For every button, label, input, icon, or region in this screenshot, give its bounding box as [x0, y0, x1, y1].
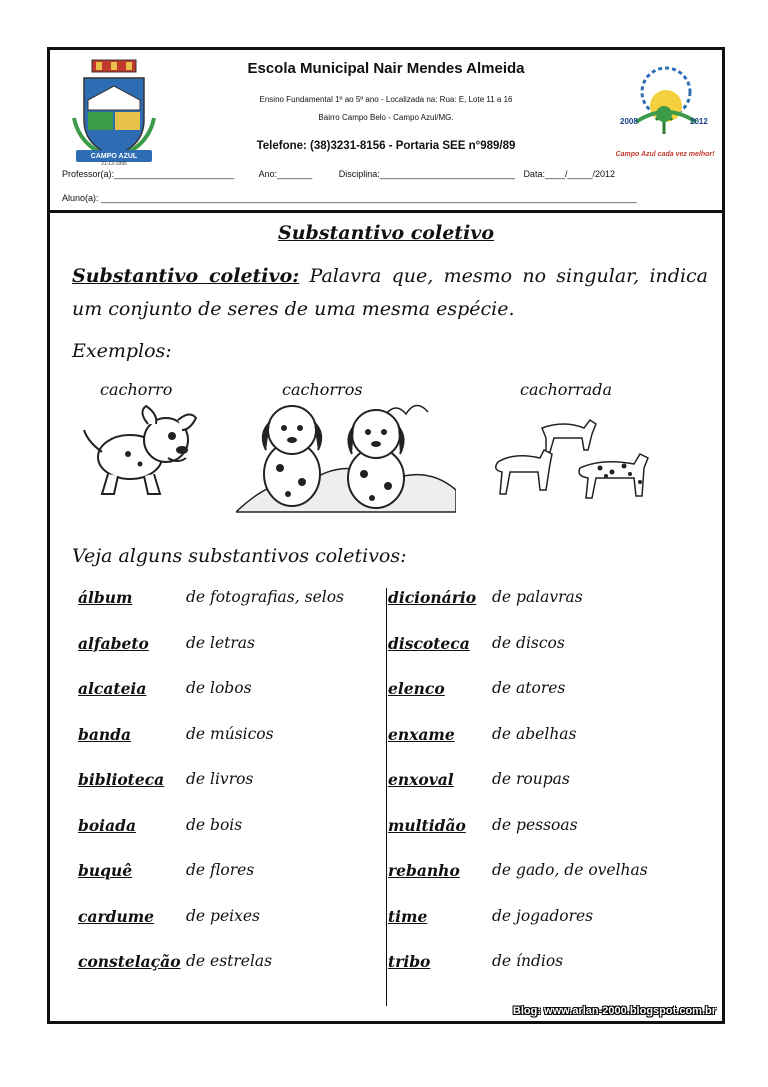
table-row — [78, 679, 718, 725]
form-row-professor — [62, 169, 615, 179]
worksheet-header — [50, 50, 722, 213]
form-row-aluno — [62, 193, 637, 203]
data-field[interactable]: Data:____/_____/2012 — [523, 169, 616, 179]
two-dalmatians-illustration — [236, 394, 456, 514]
logo-year-end: 2012 — [690, 117, 708, 126]
meaning-right: de abelhas — [492, 724, 577, 743]
term-right: enxoval — [388, 770, 454, 789]
examples-label: Exemplos: — [72, 340, 172, 362]
logo-year-start: 2008 — [620, 117, 638, 126]
meaning-left: de livros — [186, 770, 254, 788]
table-row — [78, 907, 718, 953]
meaning-left: de peixes — [186, 906, 260, 925]
table-row — [78, 861, 718, 907]
example-label-cachorros: cachorros — [282, 380, 363, 399]
example-label-cachorro: cachorro — [100, 380, 173, 399]
term-right: multidão — [388, 815, 466, 835]
disciplina-field[interactable]: Disciplina:___________________________ — [338, 169, 515, 179]
meaning-left: de músicos — [186, 724, 274, 743]
aluno-field[interactable]: Aluno(a): ___________________________________________________________________________________________________________ — [62, 193, 637, 203]
table-row — [78, 816, 718, 862]
professor-field[interactable]: Professor(a):________________________ — [62, 169, 235, 179]
meaning-left: de letras — [186, 633, 255, 652]
term-left: buquê — [78, 861, 133, 880]
blog-footer: Blog: www.arlan-2000.blogspot.com.br — [512, 1005, 716, 1017]
meaning-right: de índios — [492, 952, 564, 970]
logo-left-text: CAMPO AZUL — [90, 153, 138, 160]
meaning-right: de gado, de ovelhas — [492, 861, 648, 879]
see-collective-nouns-label: Veja alguns substantivos coletivos: — [72, 545, 407, 567]
logo-slogan: Campo Azul cada vez melhor! — [615, 151, 715, 158]
column-divider — [386, 588, 387, 1006]
collective-nouns-table — [78, 588, 718, 998]
meaning-right: de jogadores — [492, 906, 594, 925]
term-left: biblioteca — [78, 770, 165, 789]
term-right: enxame — [388, 724, 455, 744]
term-right: rebanho — [388, 861, 460, 880]
lesson-title: Substantivo coletivo — [278, 222, 494, 244]
term-right: tribo — [388, 952, 431, 971]
term-left: banda — [78, 724, 132, 744]
table-row — [78, 588, 718, 634]
school-name: Escola Municipal Nair Mendes Almeida — [247, 60, 525, 77]
term-right: time — [388, 906, 428, 926]
term-left: álbum — [78, 588, 133, 607]
meaning-left: de estrelas — [186, 952, 273, 970]
definition-term: Substantivo coletivo: — [72, 265, 300, 287]
table-row — [78, 725, 718, 771]
ano-field[interactable]: Ano:_______ — [258, 169, 313, 179]
meaning-left: de lobos — [186, 679, 252, 697]
term-right: dicionário — [388, 588, 477, 607]
table-row — [78, 634, 718, 680]
school-level-address: Ensino Fundamental 1º ao 5º ano - Localizada na: Rua: E, Lote 11 a 16 — [259, 95, 513, 104]
school-neighborhood: Bairro Campo Belo - Campo Azul/MG. — [318, 113, 454, 122]
term-left: constelação — [78, 952, 181, 971]
table-row — [78, 952, 718, 998]
meaning-right: de palavras — [492, 588, 583, 606]
meaning-right: de roupas — [492, 770, 570, 788]
worksheet-frame — [47, 47, 725, 1024]
meaning-right: de atores — [492, 679, 566, 697]
term-left: boiada — [78, 815, 136, 835]
campo-azul-administration-logo — [606, 62, 724, 160]
table-row — [78, 770, 718, 816]
definition-text: Palavra que, mesmo no singular, indica um conjunto de seres de uma mesma espécie. — [72, 265, 708, 320]
meaning-right: de pessoas — [492, 815, 578, 834]
definition-paragraph — [72, 260, 708, 326]
term-right: discoteca — [388, 633, 470, 653]
term-left: alcateia — [78, 679, 147, 698]
meaning-left: de flores — [186, 861, 255, 879]
three-dogs-illustration — [484, 402, 654, 506]
example-label-cachorrada: cachorrada — [520, 380, 613, 399]
logo-left-date: 21-12-1995 — [101, 161, 127, 166]
puppy-illustration — [78, 402, 206, 502]
term-right: elenco — [388, 679, 445, 698]
term-left: alfabeto — [78, 633, 149, 653]
meaning-left: de bois — [186, 815, 243, 834]
term-left: cardume — [78, 906, 155, 926]
school-phone: Telefone: (38)3231-8156 - Portaria SEE n°989/89 — [256, 140, 516, 152]
meaning-right: de discos — [492, 633, 565, 652]
meaning-left: de fotografias, selos — [186, 588, 344, 606]
